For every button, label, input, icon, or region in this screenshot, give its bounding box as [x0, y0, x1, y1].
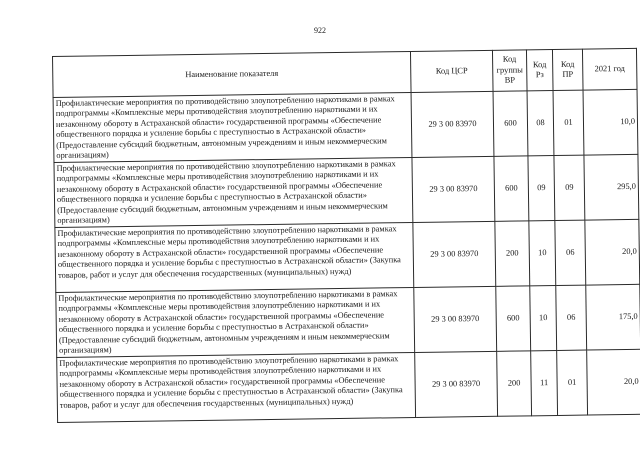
row-value: 295,0: [584, 154, 639, 220]
row-pr: 01: [553, 90, 584, 155]
header-pr: Код ПР: [552, 49, 583, 90]
row-csr: 29 3 00 83970: [414, 286, 497, 352]
page-number: 922: [314, 26, 326, 35]
row-value: 10,0: [583, 89, 638, 155]
table-row: [57, 349, 640, 422]
table-row: [56, 284, 640, 357]
row-vr: 600: [493, 91, 528, 156]
table-row: [55, 219, 640, 292]
row-csr: 29 3 00 83970: [412, 156, 495, 222]
row-name: Профилактические мероприятия по противодействию злоупотреблению наркотиками в рамках подпрограммы «Комплексные меры противодействия злоупотреблению наркотиками и их незаконному обороту в Астраханской области» государственной программы «Обеспечение общественного порядка и усиление борьбы с преступностью в Астраханской области» (Предоставление субсидий бюджетным, автономным учреждениям и иным некоммерческим организациям): [54, 157, 413, 227]
row-vr: 600: [494, 156, 529, 221]
row-pr: 06: [556, 285, 587, 350]
budget-table-sheet: [52, 48, 640, 423]
row-rz: 08: [527, 91, 554, 156]
row-rz: 10: [530, 285, 557, 350]
row-csr: 29 3 00 83970: [413, 221, 496, 287]
row-csr: 29 3 00 83970: [415, 351, 498, 417]
row-rz: 09: [528, 156, 555, 221]
row-vr: 200: [497, 351, 532, 416]
row-pr: 06: [555, 220, 586, 285]
header-year: 2021 год: [582, 48, 637, 90]
table-row: [54, 154, 639, 227]
header-csr: Код ЦСР: [410, 50, 493, 92]
table-row: [53, 89, 638, 162]
row-name: Профилактические мероприятия по противодействию злоупотреблению наркотиками в рамках подпрограммы «Комплексные меры противодействия злоупотреблению наркотиками и их незаконному обороту в Астраханской области» государственной программы «Обеспечение общественного порядка и усиление борьбы с преступностью в Астраханской области» (Закупка товаров, работ и услуг для обеспечения государственных (муниципальных) нужд): [55, 222, 414, 292]
budget-table: [52, 48, 640, 423]
row-pr: 09: [554, 155, 585, 220]
row-vr: 200: [495, 221, 530, 286]
header-name: Наименование показателя: [53, 51, 412, 97]
row-rz: 11: [531, 350, 558, 415]
row-pr: 01: [557, 350, 588, 415]
row-value: 20,0: [587, 349, 640, 415]
row-name: Профилактические мероприятия по противодействию злоупотреблению наркотиками в рамках подпрограммы «Комплексные меры противодействия злоупотреблению наркотиками и их незаконному обороту в Астраханской области» государственной программы «Обеспечение общественного порядка и усиление борьбы с преступностью в Астраханской области» (Предоставление субсидий бюджетным, автономным учреждениям и иным некоммерческим организациям): [53, 92, 412, 162]
row-value: 20,0: [585, 219, 640, 285]
row-rz: 10: [529, 220, 556, 285]
header-rz: Код Рз: [526, 50, 553, 91]
row-name: Профилактические мероприятия по противодействию злоупотреблению наркотиками в рамках подпрограммы «Комплексные меры противодействия злоупотреблению наркотиками и их незаконному обороту в Астраханской области» государственной программы «Обеспечение общественного порядка и усиление борьбы с преступностью в Астраханской области» (Предоставление субсидий бюджетным, автономным учреждениям и иным некоммерческим организациям): [56, 287, 415, 357]
row-value: 175,0: [586, 284, 640, 350]
row-name: Профилактические мероприятия по противодействию злоупотреблению наркотиками в рамках подпрограммы «Комплексные меры противодействия злоупотреблению наркотиками и их незаконному обороту в Астраханской области» государственной программы «Обеспечение общественного порядка и усиление борьбы с преступностью в Астраханской области» (Закупка товаров, работ и услуг для обеспечения государственных (муниципальных) нужд): [57, 352, 416, 422]
row-vr: 600: [496, 286, 531, 351]
row-csr: 29 3 00 83970: [411, 91, 494, 157]
header-vr: Код группы ВР: [492, 50, 527, 91]
